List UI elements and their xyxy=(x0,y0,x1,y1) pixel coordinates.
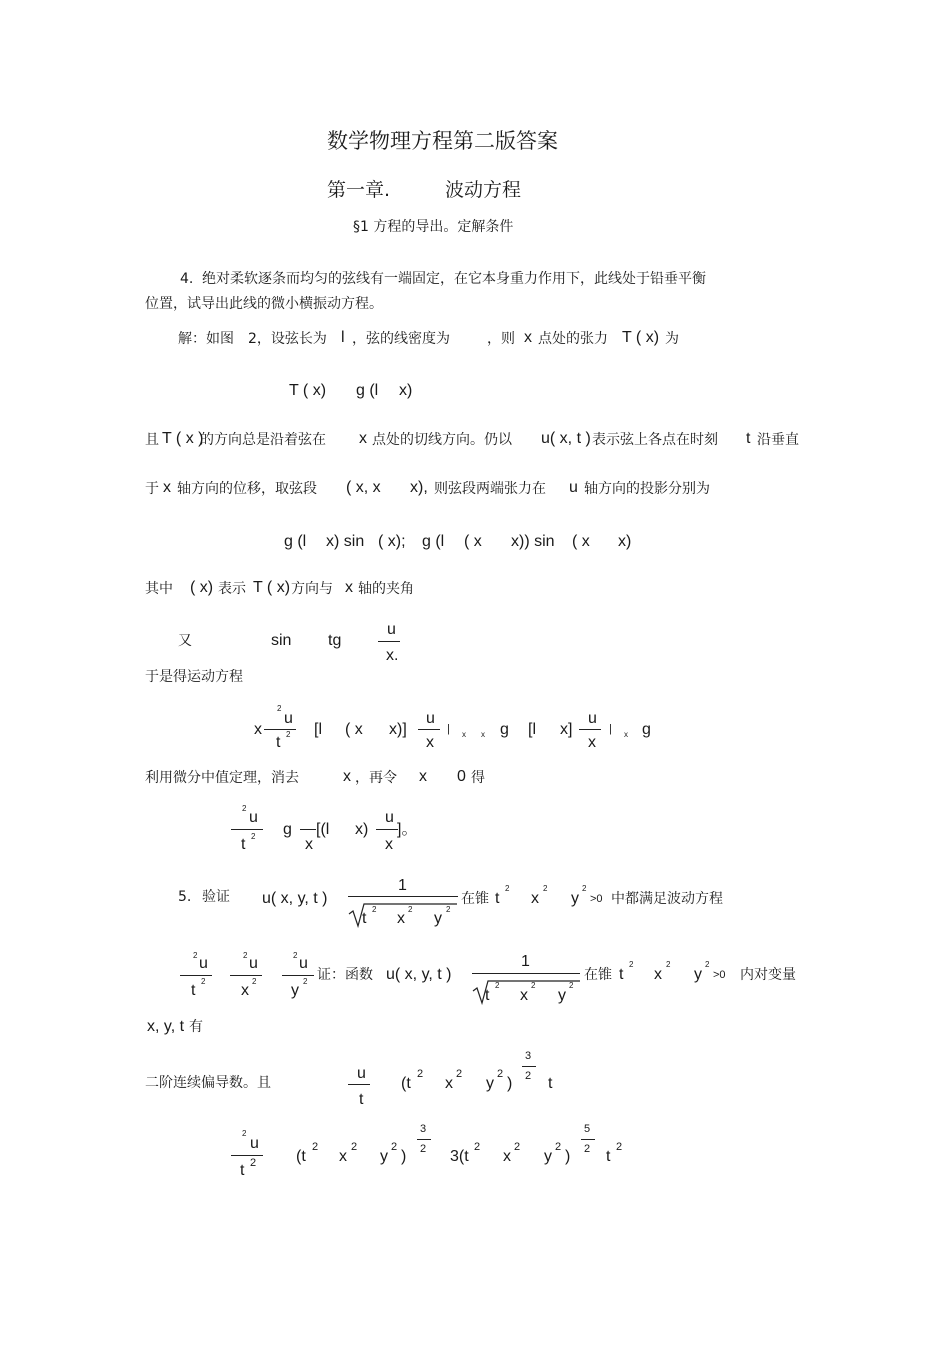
d2-num: u xyxy=(250,1135,259,1152)
p5-c1-y2: 2 xyxy=(582,884,587,893)
line5-dirwith: 方向与 xyxy=(291,581,333,597)
chapter-name: 波动方程 xyxy=(445,179,522,201)
d1-a2: 2 xyxy=(417,1068,424,1080)
p5-rad1-x2: 2 xyxy=(408,905,413,914)
p5-c2-t2: 2 xyxy=(629,960,634,969)
line7-let: ，再令 xyxy=(355,770,397,786)
p5-c2-x: x xyxy=(654,966,662,983)
w2-sup2: 2 xyxy=(243,951,248,960)
eq3-also: 又 xyxy=(178,633,192,649)
p5-cone2-tail: 内对变量 xyxy=(740,967,796,983)
p5-cone1: 在锥 xyxy=(461,891,489,907)
p5-c1-end: >0 xyxy=(590,893,603,905)
w1-sup2: 2 xyxy=(193,951,198,960)
eq2-part4: g (l xyxy=(422,533,445,550)
d2-c: y xyxy=(380,1148,388,1165)
p5-one1: 1 xyxy=(398,877,407,894)
line3-vertical: 沿垂直 xyxy=(757,432,799,448)
line7-using: 利用微分中值定理，消去 xyxy=(145,770,299,786)
w1-u: u xyxy=(199,955,208,972)
d1-b: x xyxy=(445,1075,453,1092)
w3-y2: 2 xyxy=(303,977,308,986)
problem-4-text-line1: 绝对柔软逐条而均匀的弦线有一端固定，在它本身重力作用下，此线处于铅垂平衡 xyxy=(202,271,706,287)
eq1-lhs: T ( x) xyxy=(289,382,327,399)
d2-t2: 2 xyxy=(616,1141,623,1153)
d2-b: x xyxy=(339,1148,347,1165)
eq4-s1: x xyxy=(462,730,466,739)
line3-tangent: 点处的切线方向。仍以 xyxy=(372,432,512,448)
d2-exp2-num: 5 xyxy=(584,1123,591,1135)
p5-c2-y: y xyxy=(694,966,702,983)
p5-cone1-tail: 中都满足波动方程 xyxy=(611,891,723,907)
d1-c2: 2 xyxy=(497,1068,504,1080)
line3-and: 且 xyxy=(145,432,159,448)
p5-c1-x2: 2 xyxy=(543,884,548,893)
eq5-f-den: x xyxy=(385,836,393,853)
eq2-part1: g (l xyxy=(284,533,307,550)
p5-c2-t: t xyxy=(619,966,624,983)
radical-sign-1 xyxy=(349,904,457,926)
eq5-bracket: [(l xyxy=(316,821,330,838)
problem-5-verify: 验证 xyxy=(202,889,230,905)
d2-t: t xyxy=(606,1148,611,1165)
line8-second-order: 二阶连续偏导数。且 xyxy=(145,1075,271,1091)
line5-x: x xyxy=(345,579,353,596)
p5-c2-x2: 2 xyxy=(666,960,671,969)
d1-t: t xyxy=(548,1075,553,1092)
p5-proof: 证：函数 xyxy=(317,967,373,983)
p5-rad2-t: t xyxy=(485,987,490,1004)
line3-x: x xyxy=(359,430,367,447)
d2-c2: 2 xyxy=(391,1141,398,1153)
eq4-b3: x)] xyxy=(389,721,407,738)
p5-u2: u( x, y, t ) xyxy=(386,966,452,983)
eq5-t2: 2 xyxy=(251,832,256,841)
p5-c2-end: >0 xyxy=(713,969,726,981)
symbol-l: l xyxy=(341,329,345,346)
solution-is: 为 xyxy=(665,331,679,347)
d1-den: t xyxy=(359,1091,364,1108)
p5-c2-y2: 2 xyxy=(705,960,710,969)
d2-a: (t xyxy=(296,1148,306,1165)
eq4-b1: [l xyxy=(314,721,322,738)
eq5-u: u xyxy=(249,809,258,826)
p5-c1-y: y xyxy=(571,890,579,907)
solution-fig: 2，设弦长为 xyxy=(248,331,327,347)
eq4-b4: [l xyxy=(528,721,536,738)
eq1-rhs-b: x) xyxy=(399,382,413,399)
solution-density: ，弦的线密度为 xyxy=(352,331,450,347)
eq2-part8: x) xyxy=(618,533,632,550)
p5-rad2-t2: 2 xyxy=(495,981,500,990)
w2-x2: 2 xyxy=(252,977,257,986)
d2-a2: 2 xyxy=(312,1141,319,1153)
w2-u: u xyxy=(249,955,258,972)
eq4-bar1: | xyxy=(447,723,450,735)
d2-sup2: 2 xyxy=(242,1129,247,1138)
eq4-g1: g xyxy=(500,721,509,738)
eq4-b5: x] xyxy=(560,721,573,738)
problem-4-label: 4. xyxy=(180,271,194,287)
eq2-part6: x)) sin xyxy=(511,533,555,550)
eq4-f1-den: x xyxy=(426,734,434,751)
w2-x: x xyxy=(241,982,249,999)
line5-where: 其中 xyxy=(145,581,173,597)
line4-x: x xyxy=(163,479,171,496)
eq4-g2: g xyxy=(642,721,651,738)
d1-b2: 2 xyxy=(456,1068,463,1080)
p5-one2: 1 xyxy=(521,953,530,970)
line3-t: t xyxy=(746,430,751,447)
eq1-rhs-a: g (l xyxy=(356,382,379,399)
p5-vars-tail: 有 xyxy=(189,1019,203,1035)
d2-cp: ) xyxy=(401,1148,407,1165)
document-title: 数学物理方程第二版答案 xyxy=(327,129,558,153)
eq2-part5: ( x xyxy=(464,533,482,550)
p5-rad2-y: y xyxy=(558,987,566,1004)
eq2-part3: ( x); xyxy=(378,533,406,550)
line3-direction: 的方向总是沿着弦在 xyxy=(200,432,326,448)
eq4-x: x xyxy=(254,721,262,738)
line4-u: u xyxy=(569,479,578,496)
symbol-tx: T ( x) xyxy=(622,329,660,346)
line4-to: 于 xyxy=(145,481,159,497)
p5-cone2: 在锥 xyxy=(584,967,612,983)
eq4-t: t xyxy=(276,734,281,751)
p5-rad1-y: y xyxy=(434,910,442,927)
section-heading: §1 方程的导出。定解条件 xyxy=(353,219,514,235)
eq3-tg: tg xyxy=(328,632,342,649)
d1-a: (t xyxy=(401,1075,411,1092)
p5-rad2-x: x xyxy=(520,987,528,1004)
d1-c: y xyxy=(486,1075,494,1092)
eq4-u: u xyxy=(284,710,293,727)
line4-segment-b: x), xyxy=(410,479,428,496)
w3-sup2: 2 xyxy=(293,951,298,960)
eq4-bar2: | xyxy=(609,723,612,735)
d1-num: u xyxy=(357,1065,366,1082)
p5-rad1-x: x xyxy=(397,910,405,927)
eq4-s3: x xyxy=(624,730,628,739)
d2-b2: 2 xyxy=(351,1141,358,1153)
p5-rad1-y2: 2 xyxy=(446,905,451,914)
solution-intro: 解：如图 xyxy=(178,331,234,347)
d2-exp2-den: 2 xyxy=(584,1143,591,1155)
solution-tension: 点处的张力 xyxy=(538,331,608,347)
d2-den: t xyxy=(240,1162,245,1179)
p5-c1-x: x xyxy=(531,890,539,907)
eq4-b2: ( x xyxy=(345,721,363,738)
symbol-x: x xyxy=(524,329,532,346)
eq2-part2: x) sin xyxy=(326,533,365,550)
line3-displacement: 表示弦上各点在时刻 xyxy=(592,432,718,448)
chapter-number: 第一章. xyxy=(327,179,391,201)
line7-get: 得 xyxy=(471,770,485,786)
line7-x2: x xyxy=(419,768,427,785)
eq3-sin: sin xyxy=(271,632,292,649)
eq4-f1-num: u xyxy=(426,710,435,727)
p5-rad2-y2: 2 xyxy=(569,981,574,990)
d2-den2: 2 xyxy=(250,1157,257,1169)
line4-segment-a: ( x, x xyxy=(346,479,381,496)
p5-c1-t2: 2 xyxy=(505,884,510,893)
w3-u: u xyxy=(299,955,308,972)
d2-exp1-den: 2 xyxy=(420,1143,427,1155)
d2-m2: 2 xyxy=(474,1141,481,1153)
line7-x1: x xyxy=(343,768,351,785)
eq4-f2-den: x xyxy=(588,734,596,751)
radical-sign-2 xyxy=(473,981,580,1003)
line3-uxt: u( x, t ) xyxy=(541,430,591,447)
d2-n: x xyxy=(503,1148,511,1165)
eq4-f2-num: u xyxy=(588,710,597,727)
eq3-denominator: x. xyxy=(386,647,399,664)
d2-o2: 2 xyxy=(555,1141,562,1153)
d1-exp-num: 3 xyxy=(525,1050,532,1062)
d2-m: 3(t xyxy=(450,1148,469,1165)
d1-cp: ) xyxy=(507,1075,513,1092)
eq5-dx: x xyxy=(305,836,313,853)
p5-rad1-t: t xyxy=(362,910,367,927)
p5-rad1-t2: 2 xyxy=(372,905,377,914)
line4-projection: 轴方向的投影分别为 xyxy=(584,481,710,497)
line5-alpha: ( x) xyxy=(190,579,214,596)
d2-exp1-num: 3 xyxy=(420,1123,427,1135)
p5-u1: u( x, y, t ) xyxy=(262,890,328,907)
d2-o: y xyxy=(544,1148,552,1165)
w1-t2: 2 xyxy=(201,977,206,986)
line4-axis: 轴方向的位移，取弦段 xyxy=(177,481,317,497)
problem-4-text-line2: 位置，试导出此线的微小横振动方程。 xyxy=(145,296,383,312)
solution-then: ，则 xyxy=(487,331,515,347)
line5-denotes: 表示 xyxy=(218,581,246,597)
d2-op: ) xyxy=(565,1148,571,1165)
line4-tension: 则弦段两端张力在 xyxy=(434,481,546,497)
d2-n2: 2 xyxy=(514,1141,521,1153)
p5-c1-t: t xyxy=(495,890,500,907)
line3-tx: T ( x ) xyxy=(162,430,204,447)
eq5-g: g xyxy=(283,821,292,838)
eq3-numerator: u xyxy=(387,621,396,638)
eq4-t2: 2 xyxy=(286,730,291,739)
w3-y: y xyxy=(291,982,299,999)
eq5-sup2: 2 xyxy=(242,804,247,813)
eq5-end: ]。 xyxy=(397,821,418,838)
eq5-f-num: u xyxy=(385,809,394,826)
p5-vars: x, y, t xyxy=(147,1018,185,1035)
p5-rad2-x2: 2 xyxy=(531,981,536,990)
eq5-t: t xyxy=(241,836,246,853)
d1-exp-den: 2 xyxy=(525,1070,532,1082)
line6-motion: 于是得运动方程 xyxy=(145,669,243,685)
line5-angle: 轴的夹角 xyxy=(358,581,414,597)
eq5-x: x) xyxy=(355,821,369,838)
eq4-s2: x xyxy=(481,730,485,739)
problem-5-label: 5. xyxy=(178,889,192,905)
line7-zero: 0 xyxy=(457,768,466,785)
eq2-part7: ( x xyxy=(572,533,590,550)
line5-tx: T ( x) xyxy=(253,579,291,596)
w1-t: t xyxy=(191,982,196,999)
eq4-sup2: 2 xyxy=(277,704,282,713)
